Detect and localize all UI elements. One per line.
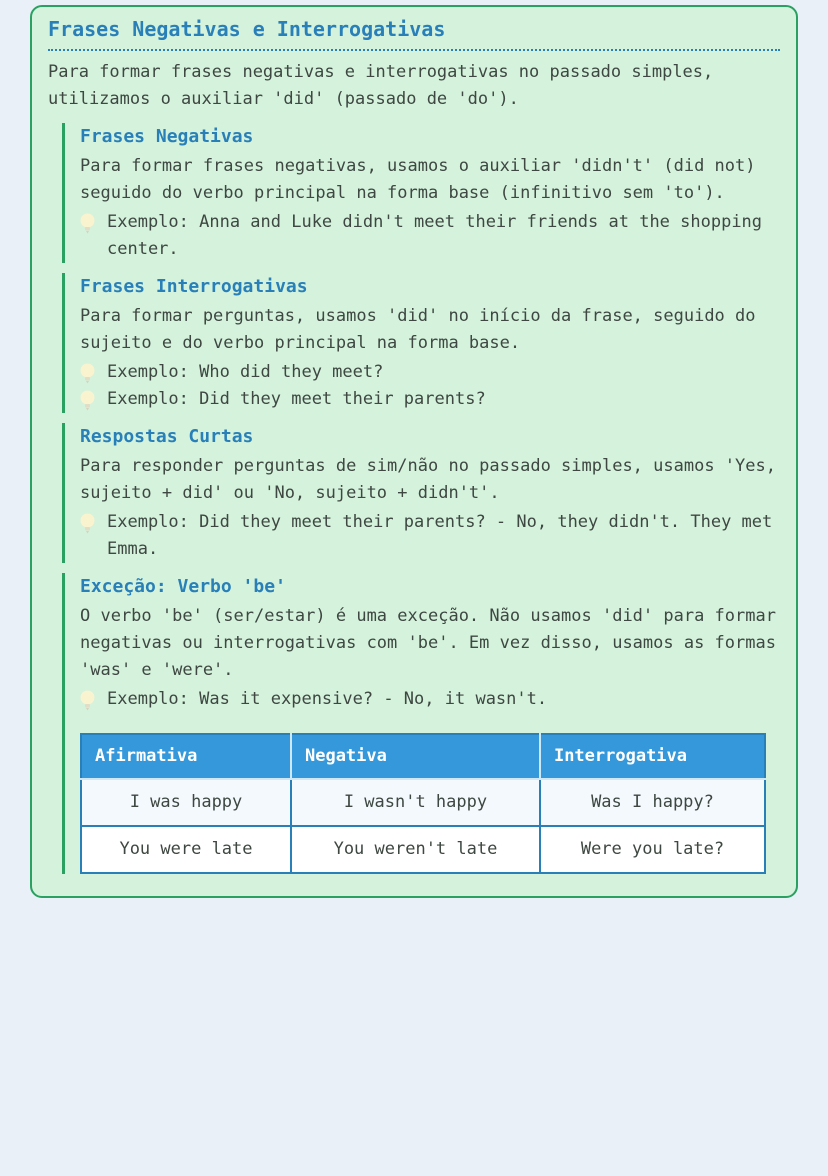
table-header-row [81,734,765,779]
table-cell: Was I happy? [540,779,765,826]
section-heading: Frases Negativas [80,126,254,147]
examples-list [80,509,780,563]
example-text: Exemplo: Did they meet their parents? - No, they didn't. They met Emma. [107,512,773,559]
example-text: Exemplo: Was it expensive? - No, it wasn't. [107,689,548,709]
section-body: Para formar perguntas, usamos 'did' no início da frase, seguido do sujeito e do verbo principal na forma base. [80,306,756,353]
example-text: Exemplo: Who did they meet? [107,362,384,382]
table-header-negativa: Negativa [291,734,540,779]
table-cell: I wasn't happy [291,779,540,826]
table-cell: You weren't late [291,826,540,873]
section-frases-interrogativas [62,273,780,413]
example-item [80,359,780,386]
section-excecao-verbo-be [62,573,780,874]
examples-list [80,359,780,413]
example-item [80,209,780,263]
example-text: Exemplo: Anna and Luke didn't meet their friends at the shopping center. [107,212,763,259]
section-body: O verbo 'be' (ser/estar) é uma exceção. Não usamos 'did' para formar negativas ou interrogativas com 'be'. Em vez disso, usamos as formas 'was' e 'were'. [80,606,776,680]
section-body: Para responder perguntas de sim/não no passado simples, usamos 'Yes, sujeito + did' ou 'No, sujeito + didn't'. [80,456,776,503]
page-title: Frases Negativas e Interrogativas [48,17,780,51]
section-heading: Exceção: Verbo 'be' [80,576,286,597]
lightbulb-icon [80,513,95,534]
table-cell: You were late [81,826,291,873]
table-row [81,779,765,826]
table-header-afirmativa: Afirmativa [81,734,291,779]
intro-paragraph: Para formar frases negativas e interrogativas no passado simples, utilizamos o auxiliar 'did' (passado de 'do'). [48,62,714,109]
table-cell: Were you late? [540,826,765,873]
section-respostas-curtas [62,423,780,563]
lesson-card [30,5,798,898]
lightbulb-icon [80,690,95,711]
lightbulb-icon [80,213,95,234]
table-row [81,826,765,873]
example-item [80,386,780,413]
examples-list [80,209,780,263]
section-heading: Frases Interrogativas [80,276,308,297]
example-item [80,686,780,713]
table-cell: I was happy [81,779,291,826]
table-header-interrogativa: Interrogativa [540,734,765,779]
section-heading: Respostas Curtas [80,426,254,447]
be-forms-table [80,733,766,874]
lightbulb-icon [80,363,95,384]
example-text: Exemplo: Did they meet their parents? [107,389,486,409]
lightbulb-icon [80,390,95,411]
page-background [0,5,828,1176]
examples-list [80,686,780,713]
section-frases-negativas [62,123,780,263]
example-item [80,509,780,563]
section-body: Para formar frases negativas, usamos o auxiliar 'didn't' (did not) seguido do verbo principal na forma base (infinitivo sem 'to'). [80,156,756,203]
